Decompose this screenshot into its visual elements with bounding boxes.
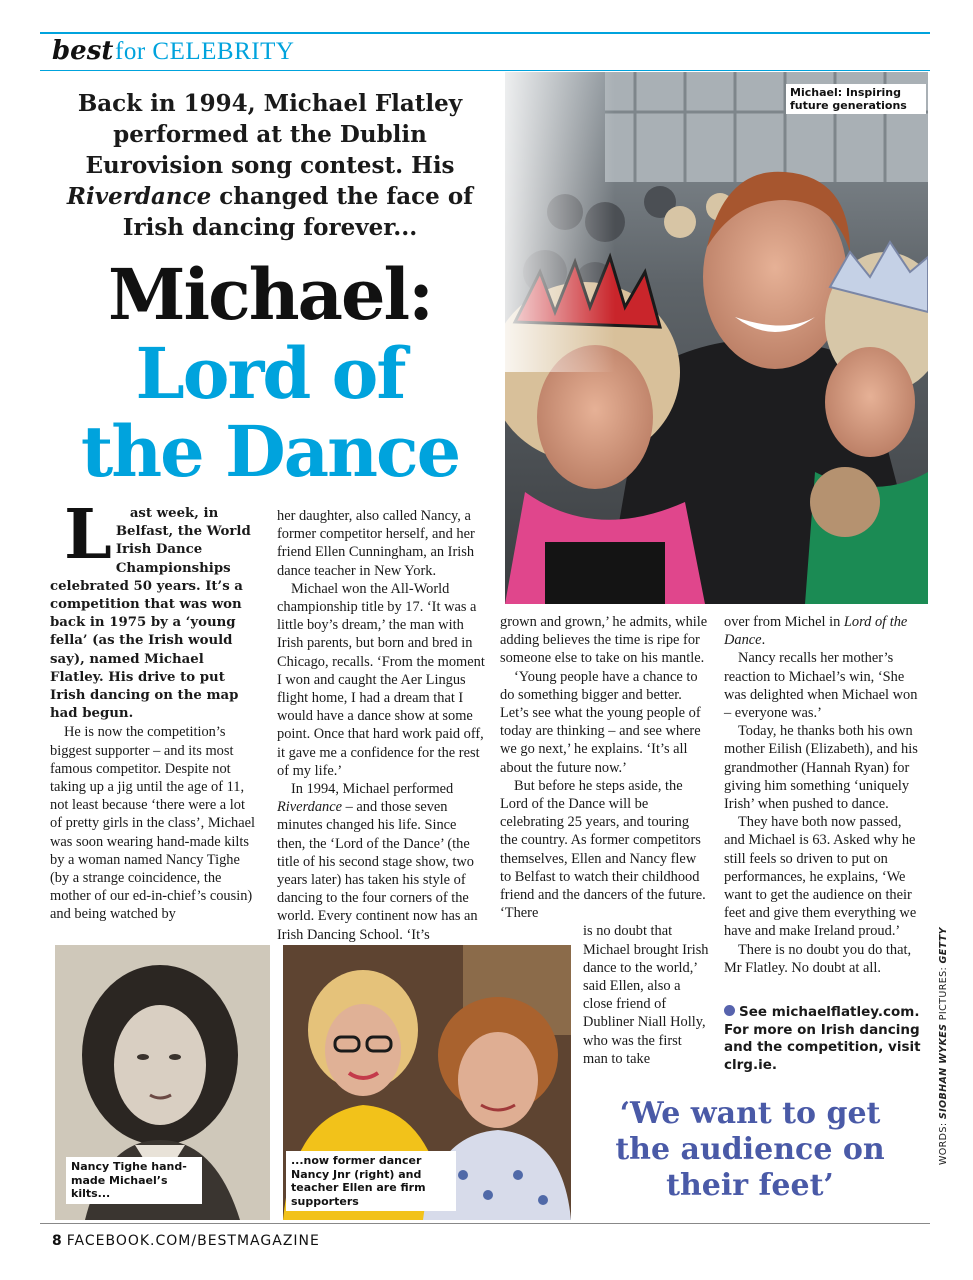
more-info-links: See michaelflatley.com. For more on Irish dancing and the competition, visit clrg.ie. bbox=[724, 1004, 921, 1073]
header-rule-bottom bbox=[40, 70, 930, 71]
article-paragraph: They have both now passed, and Michael is 63. Asked why he still feels so driven to put on performances, he explains, ‘We want to get the audience on their feet and give them everything we have and make Ireland proud.’ bbox=[724, 814, 917, 940]
article-paragraph: over from Michel in Lord of the Dance. bbox=[724, 614, 908, 649]
main-photo bbox=[485, 72, 928, 604]
brand-logo: best bbox=[52, 36, 114, 66]
main-photo-illustration bbox=[485, 72, 928, 604]
drop-cap: L bbox=[64, 495, 112, 575]
article-paragraph: ‘Young people have a chance to do something bigger and better. Let’s see what the young people of today are thinking – and see where we go next,’ he explains. ‘It’s all about the future now.’ bbox=[500, 668, 701, 776]
page-number: 8 bbox=[52, 1233, 63, 1249]
footer-url: FACEBOOK.COM/BESTMAGAZINE bbox=[66, 1233, 320, 1249]
article-column-1 bbox=[50, 495, 260, 924]
article-paragraph: There is no doubt you do that, Mr Flatley. No doubt at all. bbox=[724, 941, 912, 976]
header-rule bbox=[40, 32, 930, 34]
article-paragraph: Michael won the All-World championship title by 17. ‘It was a little boy’s dream,’ the man with Irish parents, but born and bred in Chicago, recalls. ‘From the moment I won and caught the Aer Lingus flight home, I had a dream that I would have a dance show at some point. Once that hard work paid off, it gave me a confidence for the rest of my life.’ bbox=[277, 580, 485, 779]
article-paragraph: her daughter, also called Nancy, a former competitor herself, and her friend Ellen Cunningham, an Irish dance teacher in New York. bbox=[277, 508, 475, 579]
article-lede: L ast week, in Belfast, the World Irish Dance Championships celebrated 50 years. It’s a competition that was won back in 1975 by a ‘young fella’ (as the Irish would say), named Michael Flatley. His drive to put Irish dancing on the map had begun. bbox=[50, 495, 251, 722]
section-label: for CELEBRITY bbox=[115, 38, 295, 65]
article-column-4 bbox=[724, 613, 924, 977]
headline bbox=[30, 255, 510, 491]
bullet-dot-icon bbox=[724, 1005, 735, 1016]
main-photo-caption: Michael: Inspiring future generations bbox=[786, 84, 926, 114]
headline-line-1: Michael: bbox=[108, 253, 432, 336]
intro-standfirst: Back in 1994, Michael Flatley performed at the Dublin Eurovision song contest. His Riverdance changed the face of Irish dancing forever... bbox=[66, 90, 474, 241]
article-paragraph-wrap: is no doubt that Michael brought Irish dance to the world,’ said Ellen, also a close friend of Dubliner Niall Holly, who was the first man to take bbox=[583, 923, 709, 1067]
article-column-2 bbox=[277, 507, 487, 944]
article-paragraph: In 1994, Michael performed Riverdance – and those seven minutes changed his life. Since then, the ‘Lord of the Dance’ (the title of his second stage show, two years later) has taken his style of dancing to the four corners of the world. Every continent now has an Irish Dancing School. ‘It’s bbox=[277, 781, 478, 943]
nancy-jnr-ellen-caption: ...now former dancer Nancy Jnr (right) and teacher Ellen are firm supporters bbox=[286, 1151, 456, 1211]
headline-line-3: the Dance bbox=[80, 410, 460, 493]
article-paragraph: grown and grown,’ he admits, while adding believes the time is ripe for someone else to take on his mantle. bbox=[500, 614, 708, 667]
article-paragraph: Today, he thanks both his own mother Eilish (Elizabeth), and his grandmother (Hannah Ryan) for giving him something ‘uniquely Irish’ when pushed to dance. bbox=[724, 723, 918, 813]
article-paragraph: He is now the competition’s biggest supporter – and its most famous competitor. Despite not taking up a jig until the age of 11, not least because ‘there were a lot of pretty girls in the class’, Michael was soon wearing hand-made kilts by a woman named Nancy Tighe (by a strange coincidence, the mother of our ed-in-chief’s cousin) and being watched by bbox=[50, 724, 256, 923]
headline-line-2: Lord of bbox=[135, 332, 405, 415]
article-paragraph: Nancy recalls her mother’s reaction to Michael’s win, ‘She was delighted when Michael won – everyone was.’ bbox=[724, 650, 918, 722]
nancy-tighe-caption: Nancy Tighe hand-made Michael’s kilts... bbox=[66, 1157, 202, 1204]
footer bbox=[52, 1233, 320, 1249]
pull-quote: ‘We want to get the audience on their feet’ bbox=[615, 1096, 885, 1203]
photo-credit: WORDS: SIOBHAN WYKES PICTURES: GETTY bbox=[938, 927, 949, 1165]
footer-rule bbox=[40, 1223, 930, 1224]
article-paragraph: But before he steps aside, the Lord of the Dance will be celebrating 25 years, and touring the country. As former competitors themselves, Ellen and Nancy flew to Belfast to watch their childhood friend and the dancers of the future. ‘There bbox=[500, 777, 706, 922]
